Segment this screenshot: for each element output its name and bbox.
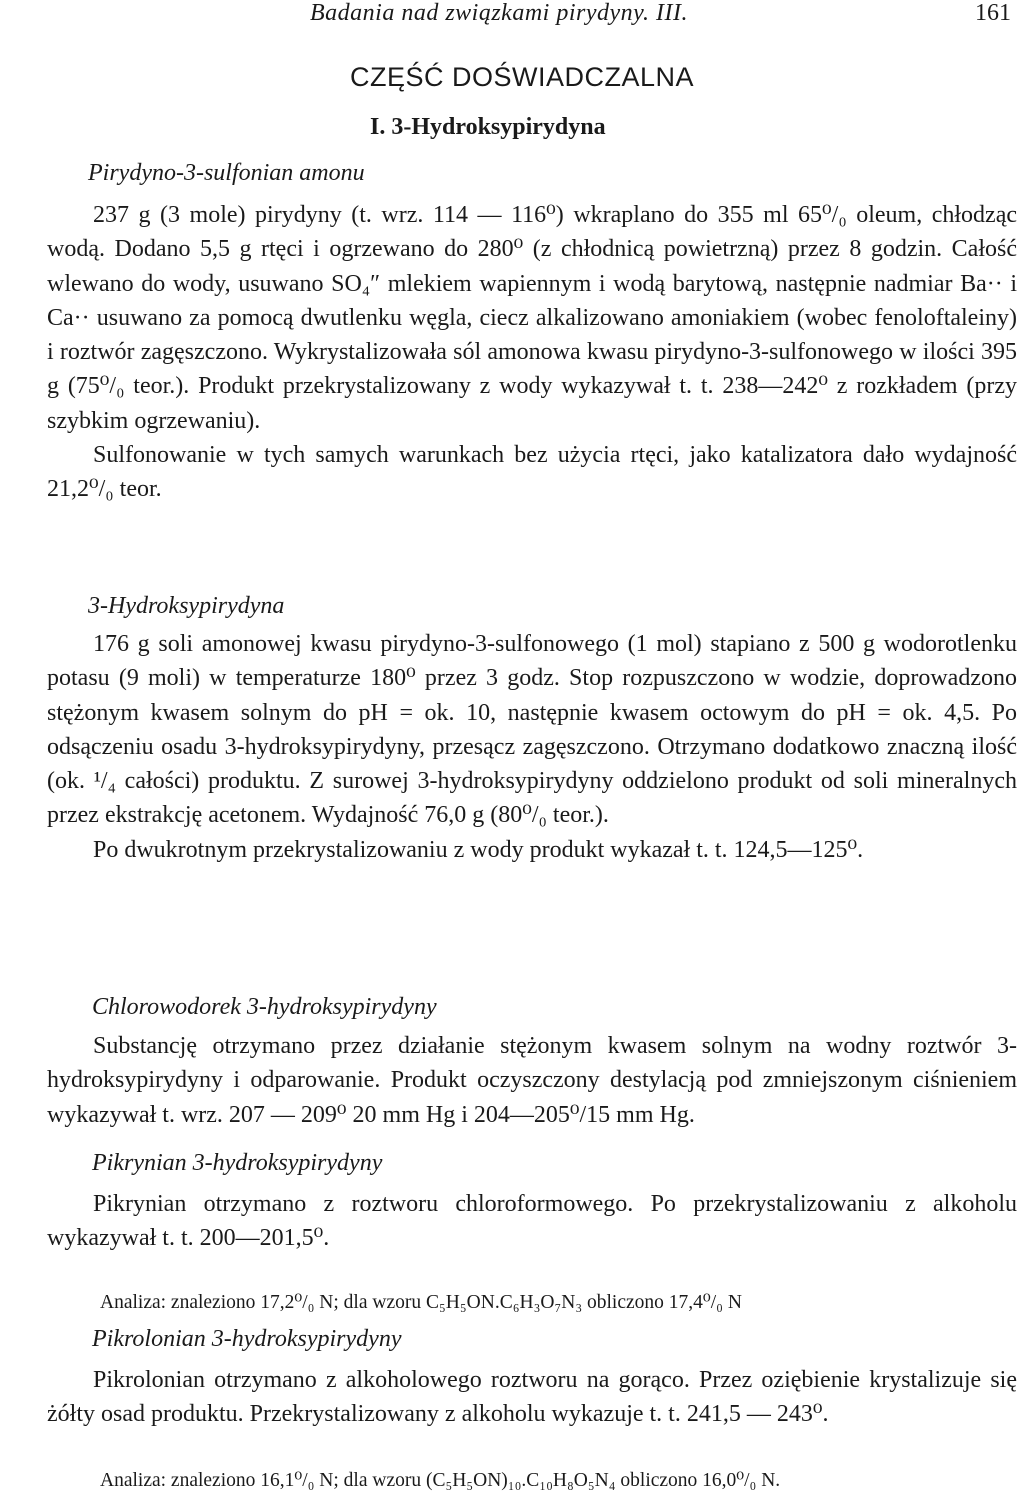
analysis-picrate: Analiza: znaleziono 17,2⁰/₀ N; dla wzoru C₅H₅ON.C₆H₃O₇N₃ obliczono 17,4⁰/₀ N — [100, 1292, 742, 1313]
paragraph: Sulfonowanie w tych samych warunkach bez użycia rtęci, jako katalizatora dało wydajność 21,2⁰/₀ teor. — [47, 442, 1017, 503]
page-number: 161 — [975, 0, 1011, 26]
text-block-picrate — [47, 1187, 1017, 1256]
analysis-picrolonate: Analiza: znaleziono 16,1⁰/₀ N; dla wzoru (C₅H₅ON)₁₀.C₁₀H₈O₅N₄ obliczono 16,0⁰/₀ N. — [100, 1470, 781, 1491]
text-block-hydroxypyridine — [47, 627, 1017, 867]
heading-picrolonate: Pikrolonian 3-hydroksypirydyny — [92, 1326, 402, 1352]
heading-picrate: Pikrynian 3-hydroksypirydyny — [92, 1150, 383, 1176]
paragraph: Pikrolonian otrzymano z alkoholowego roztworu na gorąco. Przez oziębienie krystalizuje się żółty osad produktu. Przekrystalizowany z alkoholu wykazuje t. t. 241,5 — 243⁰. — [47, 1367, 1017, 1428]
heading-ammonium-sulfonate: Pirydyno-3-sulfonian amonu — [88, 160, 365, 186]
paragraph: Substancję otrzymano przez działanie stężonym kwasem solnym na wodny roztwór 3-hydroksypirydyny i odparowanie. Produkt oczyszczony destylacją pod zmniejszonym ciśnieniem wykazywał t. wrz. 207 — 209⁰ 20 mm Hg i 204—205⁰/15 mm Hg. — [47, 1033, 1017, 1128]
paragraph: 237 g (3 mole) pirydyny (t. wrz. 114 — 116⁰) wkraplano do 355 ml 65⁰/₀ oleum, chłodząc wodą. Dodano 5,5 g rtęci i ogrzewano do 280⁰ (z chłodnicą powietrzną) przez 8 godzin. Całość wlewano do wody, usuwano SO₄″ mlekiem wapiennym i wodą barytową, następnie nadmiar Ba·· i Ca·· usuwano za pomocą dwutlenku węgla, ciecz alkalizowano amoniakiem (wobec fenoloftaleiny) i roztwór zagęszczono. Wykrystalizowała sól amonowa kwasu pirydyno-3-sulfonowego w ilości 395 g (75⁰/₀ teor.). Produkt przekrystalizowany z wody wykazywał t. t. 238—242⁰ z rozkładem (przy szybkim ogrzewaniu). — [47, 202, 1017, 434]
running-title: Badania nad związkami pirydyny. III. — [310, 0, 688, 26]
heading-hydrochloride: Chlorowodorek 3-hydroksypirydyny — [92, 994, 437, 1020]
text-block-picrolonate — [47, 1363, 1017, 1432]
paragraph: Po dwukrotnym przekrystalizowaniu z wody produkt wykazał t. t. 124,5—125⁰. — [93, 836, 864, 863]
text-block-ammonium-sulfonate — [47, 198, 1017, 507]
subsection-title: I. 3-Hydroksypirydyna — [370, 114, 606, 140]
text-block-hydrochloride — [47, 1029, 1017, 1132]
paragraph: Pikrynian otrzymano z roztworu chloroformowego. Po przekrystalizowaniu z alkoholu wykazywał t. t. 200—201,5⁰. — [47, 1191, 1017, 1252]
heading-hydroxypyridine: 3-Hydroksypirydyna — [88, 593, 285, 619]
paragraph: 176 g soli amonowej kwasu pirydyno-3-sulfonowego (1 mol) stapiano z 500 g wodorotlenku potasu (9 moli) w temperaturze 180⁰ przez 3 godz. Stop rozpuszczono w wodzie, doprowadzono stężonym kwasem solnym do pH = ok. 10, następnie kwasem octowym do pH = ok. 4,5. Po odsączeniu osadu 3-hydroksypirydyny, przesącz zagęszczono. Otrzymano dodatkowo znaczną ilość (ok. ¹/₄ całości) produktu. Z surowej 3-hydroksypirydyny oddzielono produkt od soli mineralnych przez ekstrakcję acetonem. Wydajność 76,0 g (80⁰/₀ teor.). — [47, 631, 1017, 829]
section-title: CZĘŚĆ DOŚWIADCZALNA — [350, 62, 695, 92]
